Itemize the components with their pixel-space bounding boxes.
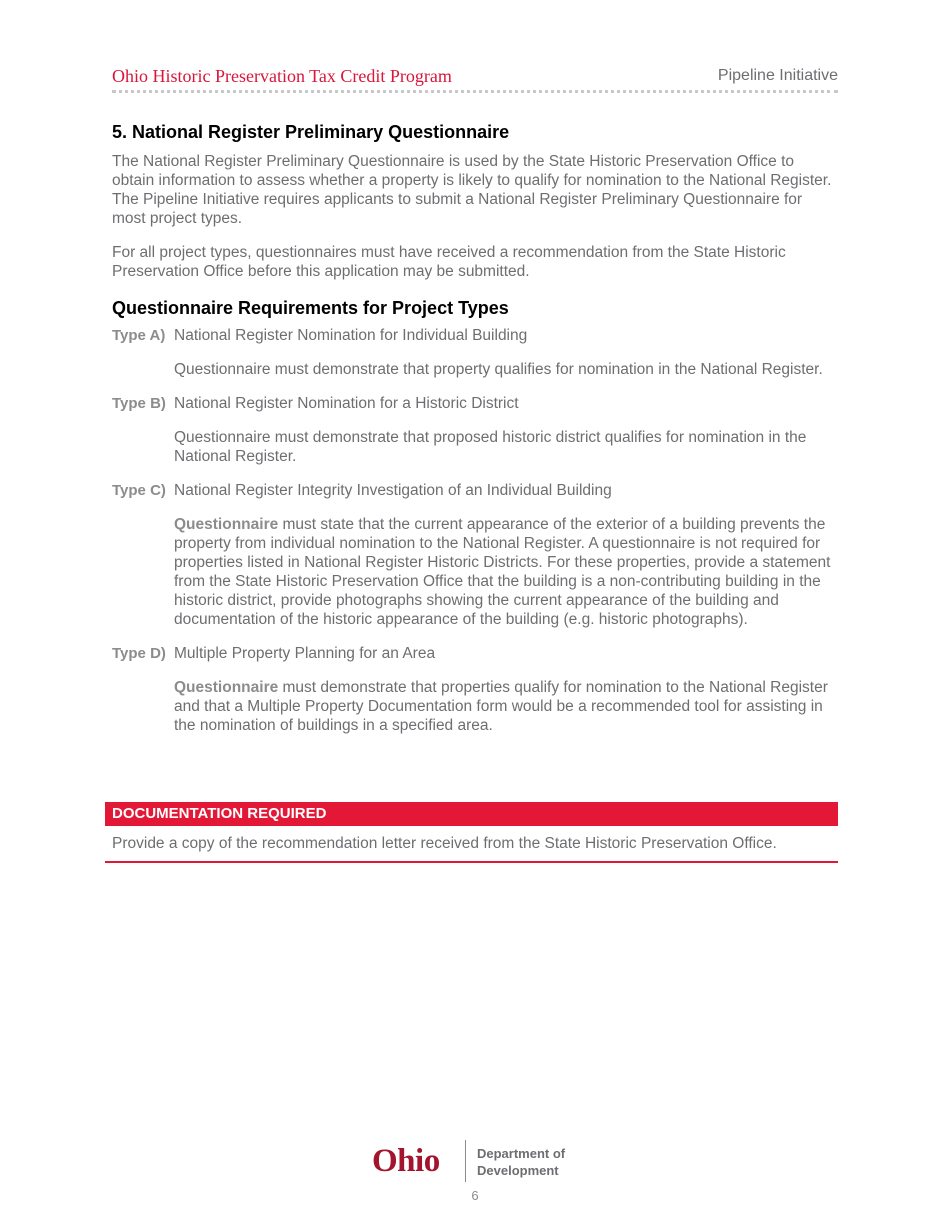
header-divider — [112, 90, 838, 93]
type-title: National Register Integrity Investigation of an Individual Building — [174, 482, 612, 499]
main-content — [112, 120, 838, 750]
type-description: Questionnaire must demonstrate that proposed historic district qualifies for nomination in the National Register. — [174, 429, 807, 465]
type-title: National Register Nomination for a Historic District — [174, 395, 519, 412]
type-description: Questionnaire must demonstrate that property qualifies for nomination in the National Register. — [174, 361, 823, 378]
type-item-d — [112, 644, 838, 735]
ohio-development-logo — [372, 1140, 582, 1184]
type-description: Questionnaire must demonstrate that properties qualify for nomination to the National Register and that a Multiple Property Documentation form would be a recommended tool for assisting in the nomination of buildings in a specified area. — [174, 679, 828, 734]
program-title: Ohio Historic Preservation Tax Credit Program — [112, 66, 452, 86]
department-name: Department of Development — [477, 1146, 566, 1178]
type-label: Type C) — [112, 482, 166, 499]
documentation-required-box — [105, 802, 838, 863]
type-item-a — [112, 326, 838, 379]
type-item-b — [112, 394, 838, 466]
recommendation-paragraph: For all project types, questionnaires must have received a recommendation from the State Historic Preservation Office before this application may be submitted. — [112, 244, 786, 280]
logo-divider — [465, 1140, 466, 1182]
intro-paragraph: The National Register Preliminary Questionnaire is used by the State Historic Preservation Office to obtain information to assess whether a property is likely to qualify for nomination to the National Register. The Pipeline Initiative requires applicants to submit a National Register Preliminary Questionnaire for most project types. — [112, 153, 832, 227]
type-title: Multiple Property Planning for an Area — [174, 645, 436, 662]
documentation-text: Provide a copy of the recommendation letter received from the State Historic Preservation Office. — [105, 826, 838, 863]
type-label: Type A) — [112, 327, 166, 344]
page-header — [112, 66, 838, 88]
ohio-wordmark: Ohio — [372, 1143, 440, 1179]
documentation-title: DOCUMENTATION REQUIRED — [105, 802, 838, 826]
initiative-label: Pipeline Initiative — [717, 67, 838, 84]
type-item-c — [112, 481, 838, 629]
type-label: Type D) — [112, 645, 166, 662]
type-title: National Register Nomination for Individual Building — [174, 327, 528, 344]
type-label: Type B) — [112, 395, 166, 412]
section-heading: 5. National Register Preliminary Questionnaire — [112, 122, 510, 142]
requirements-heading: Questionnaire Requirements for Project Types — [112, 298, 509, 318]
type-description: Questionnaire must state that the current appearance of the exterior of a building prevents the property from individual nomination to the National Register. A questionnaire is not required for properties listed in National Register Historic Districts. For these properties, provide a statement from the State Historic Preservation Office that the building is a non-contributing building in the historic district, provide photographs showing the current appearance of the building and documentation of the historic appearance of the building (e.g. historic photographs). — [174, 516, 831, 628]
page-number: 6 — [471, 1188, 479, 1203]
